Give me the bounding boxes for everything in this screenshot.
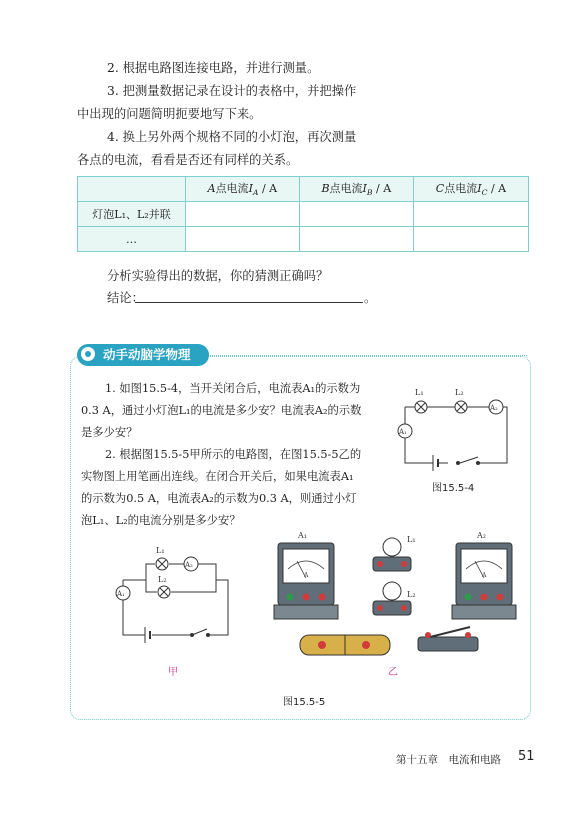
- step-4-text-line1: 4. 换上另外两个规格不同的小灯泡，再次测量: [107, 130, 357, 144]
- q2-line4: 泡L₁、L₂的电流分别是多少安？: [81, 514, 241, 527]
- table-header-b: B点电流$I_B$ / A: [299, 177, 413, 202]
- label-yi: 乙: [388, 667, 398, 678]
- label-l2: L₂: [455, 388, 464, 397]
- conclusion-end-mark: 。: [364, 291, 377, 305]
- step-3-text-line2: 中出现的问题简明扼要地写下来。: [77, 107, 262, 121]
- circuit-diagram-jia: [108, 545, 238, 645]
- table-cell: [186, 202, 300, 227]
- step-2-text: 2. 根据电路图连接电路，并进行测量。: [107, 61, 320, 75]
- table-cell: [299, 227, 413, 252]
- step-4-text-line2: 各点的电流，看看是否还有同样的关系。: [77, 153, 299, 167]
- section-tag: [77, 344, 209, 366]
- q1-line1: 1. 如图15.5-4，当开关闭合后，电流表A₁的示数为: [105, 382, 361, 395]
- q1-line2: 0.3 A，通过小灯泡L₁的电流是多少安？电流表A₂的示数: [81, 404, 362, 417]
- q2-line2: 实物图上用笔画出连线。在闭合开关后，如果电流表A₁: [81, 470, 354, 483]
- label-a1: A₁: [117, 590, 125, 598]
- lamp-icon: [156, 558, 168, 570]
- fig-15-5-5-caption: 图15.5-5: [283, 697, 326, 708]
- lamp-holder-device: [373, 582, 411, 615]
- measurement-table: [77, 176, 529, 252]
- label-l1: L₁: [415, 388, 424, 397]
- lamp-holder-device: [373, 538, 411, 571]
- step-3-text-line1: 3. 把测量数据记录在设计的表格中，并把操作: [107, 84, 357, 98]
- table-cell: [413, 227, 528, 252]
- conclusion-blank-line: [135, 302, 363, 303]
- lamp-icon: [158, 586, 170, 598]
- table-header-empty: [78, 177, 186, 202]
- conclusion-label: 结论：: [107, 291, 144, 305]
- label-l2: L₂: [158, 575, 167, 584]
- table-header-c: C点电流$I_C$ / A: [413, 177, 528, 202]
- apparatus-drawing-yi: [270, 525, 520, 660]
- table-cell: [413, 202, 528, 227]
- label-l2-device: L₂: [407, 590, 416, 599]
- svg-text:A: A: [482, 572, 487, 579]
- table-cell: [299, 202, 413, 227]
- label-a1: A₁: [399, 428, 407, 436]
- q2-line1: 2. 根据图15.5-5甲所示的电路图，在图15.5-5乙的: [105, 448, 362, 461]
- label-l1-device: L₁: [407, 535, 416, 544]
- label-l1: L₁: [156, 546, 165, 555]
- section-title: 动手动脑学物理: [103, 347, 191, 362]
- label-jia: 甲: [168, 667, 178, 678]
- lamp-icon: [415, 401, 427, 413]
- analysis-question: 分析实验得出的数据，你的猜测正确吗？: [107, 269, 329, 283]
- label-a2-device: A₂: [477, 531, 486, 540]
- battery-device: [300, 635, 390, 655]
- switch-device: [418, 627, 478, 651]
- table-row-label: …: [78, 227, 186, 252]
- label-a2: A₂: [185, 561, 193, 569]
- page-number: 51: [518, 749, 535, 764]
- ammeter-device: [274, 543, 338, 619]
- chapter-footer: 第十五章 电流和电路: [396, 754, 501, 766]
- q2-line3: 的示数为0.5 A，电流表A₂的示数为0.3 A，则通过小灯: [81, 492, 357, 505]
- lamp-icon: [455, 401, 467, 413]
- tag-dotted-line: [205, 355, 527, 356]
- ammeter-device: [452, 543, 516, 619]
- fig-15-5-4-caption: 图15.5-4: [432, 483, 475, 494]
- circuit-diagram-15-5-4: [392, 384, 522, 472]
- label-a2: A₂: [490, 404, 498, 412]
- q1-line3: 是多少安？: [81, 426, 138, 439]
- table-header-a: A点电流$I_A$ / A: [186, 177, 300, 202]
- target-icon: [81, 347, 95, 361]
- table-cell: [186, 227, 300, 252]
- table-row-label: 灯泡L₁、L₂并联: [78, 202, 186, 227]
- svg-text:A: A: [304, 572, 309, 579]
- label-a1-device: A₁: [298, 531, 307, 540]
